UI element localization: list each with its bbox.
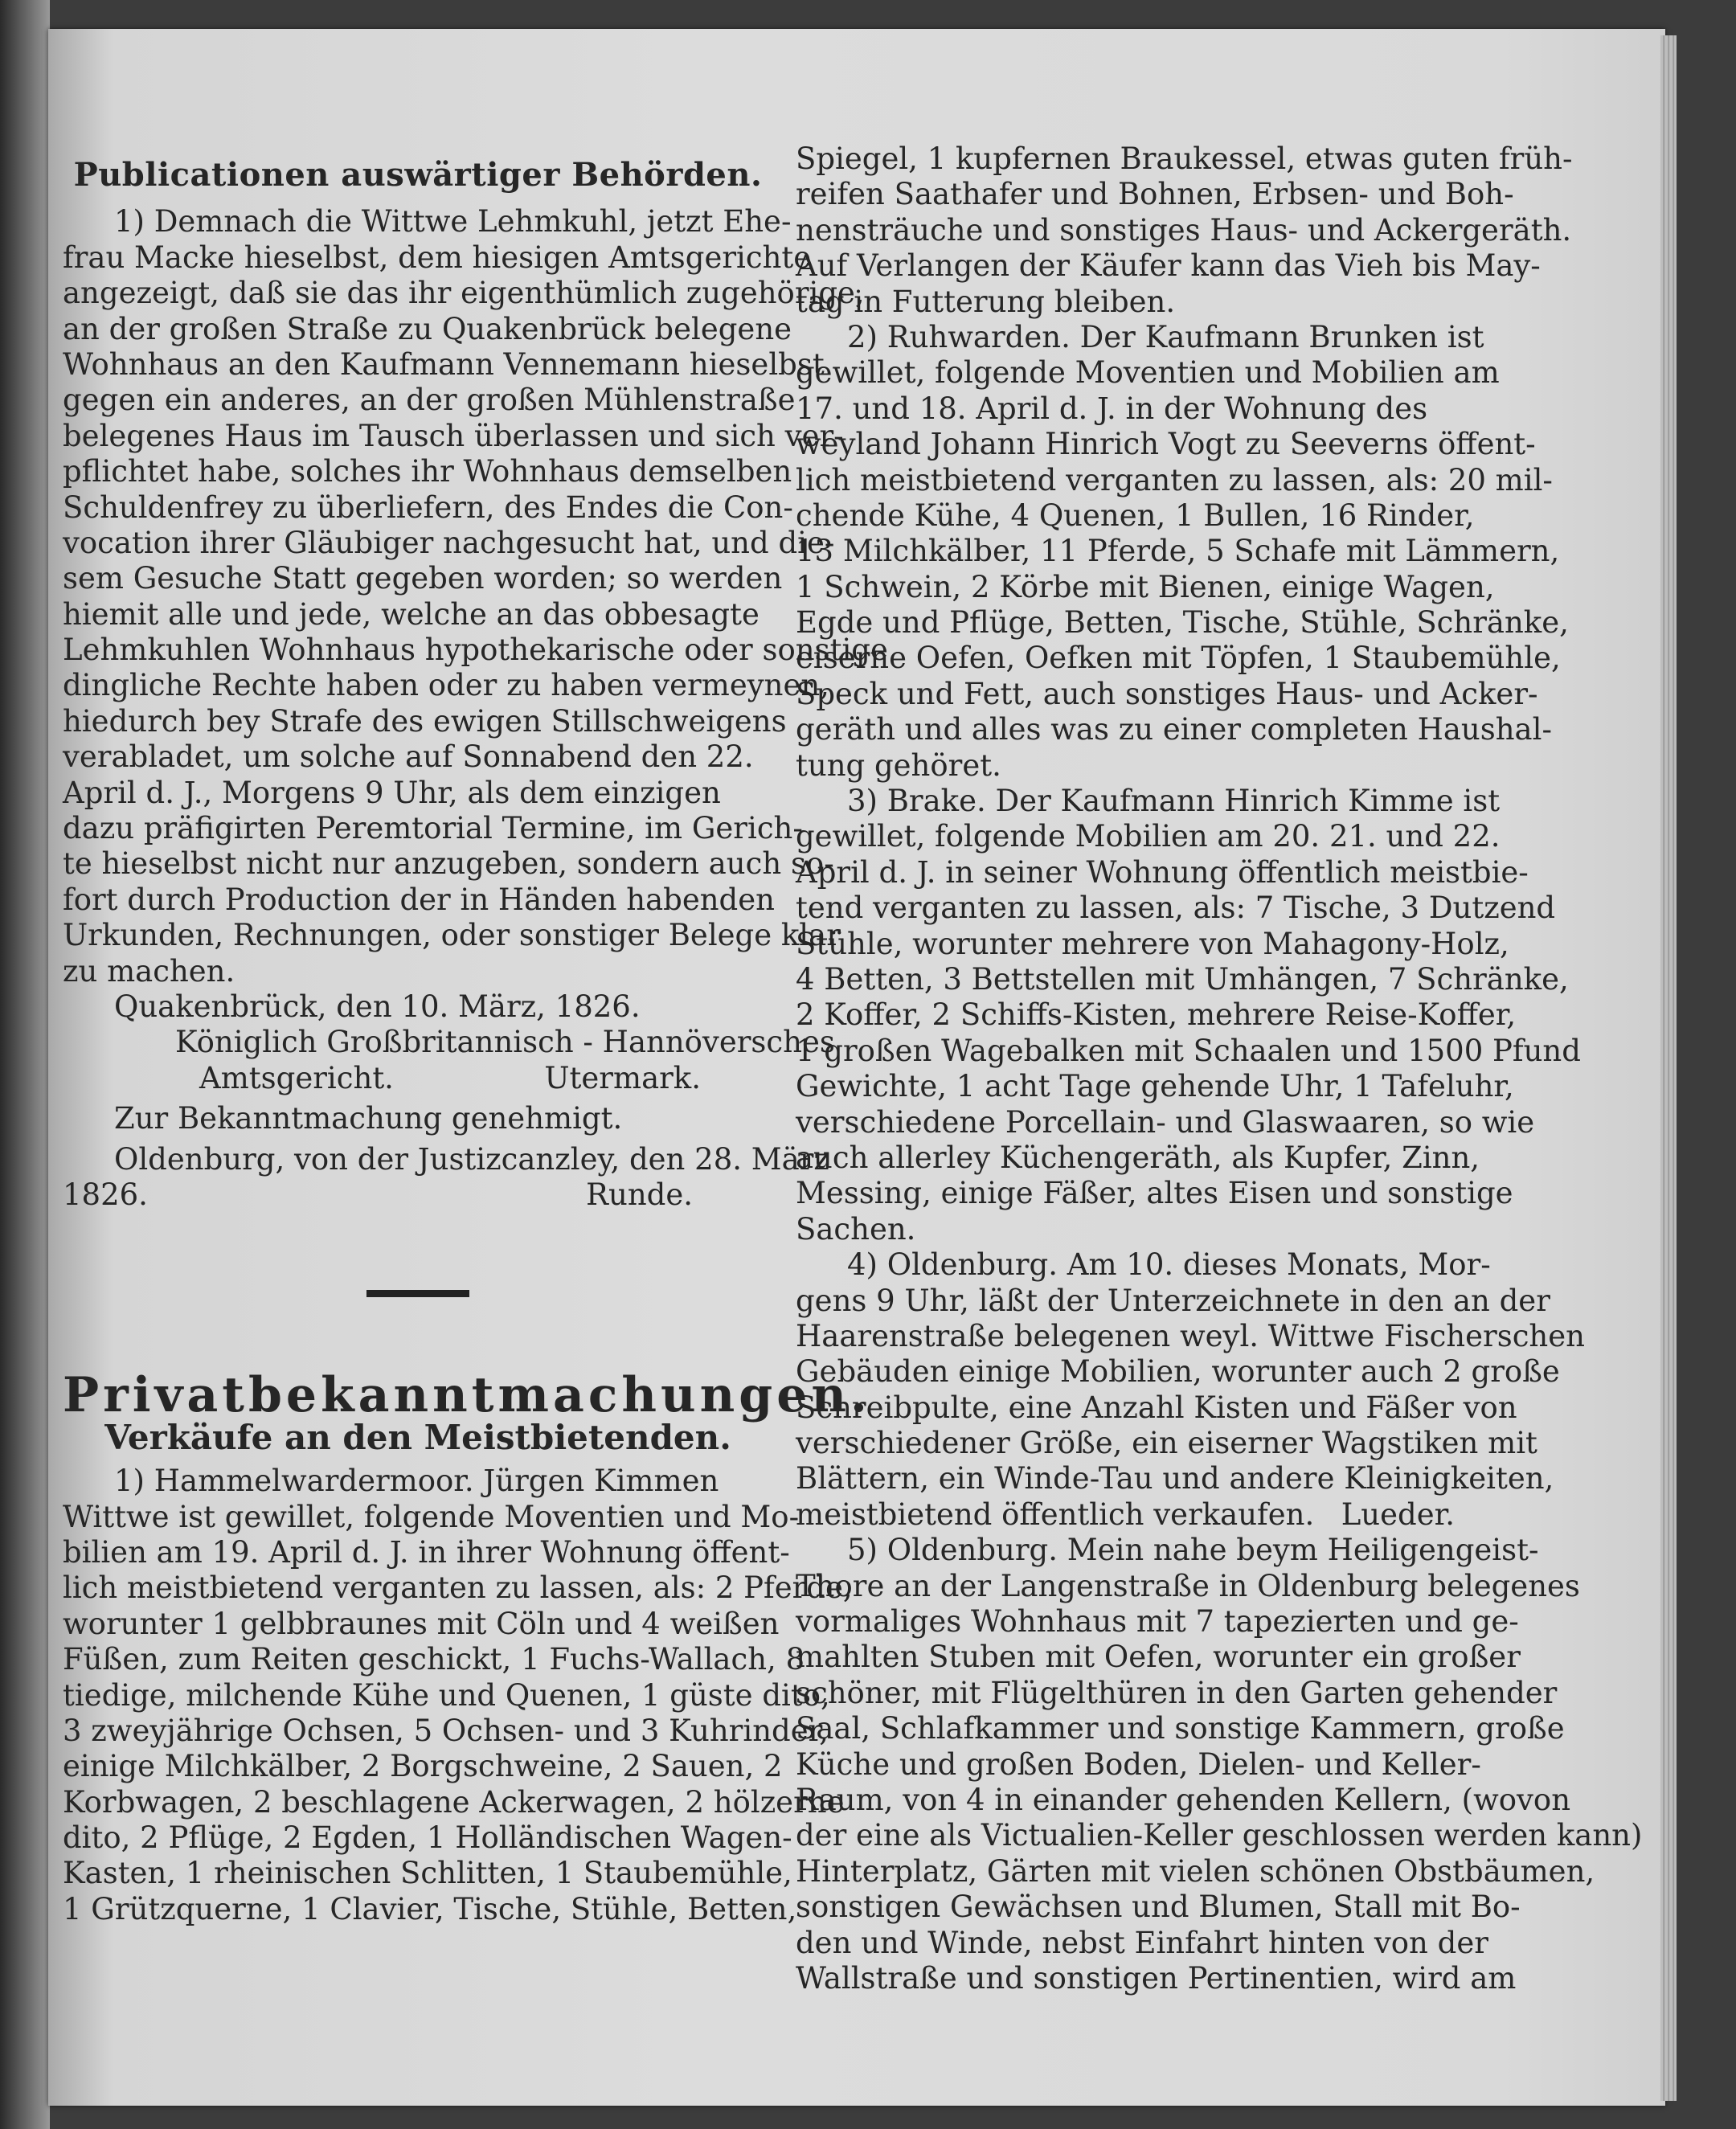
text-line: angezeigt, daß sie das ihr eigenthümlich zugehörige, xyxy=(63,276,865,311)
text-line: 2) Ruhwarden. Der Kaufmann Brunken ist xyxy=(847,319,1484,354)
text-line: dito, 2 Pflüge, 2 Egden, 1 Holländischen Wagen- xyxy=(63,1820,792,1856)
text-line: 1) Hammelwardermoor. Jürgen Kimmen xyxy=(114,1464,719,1499)
text-line: hiemit alle und jede, welche an das obbesagte xyxy=(63,596,760,632)
text-line: Kasten, 1 rheinischen Schlitten, 1 Staubemühle, xyxy=(63,1856,792,1891)
text-line: Saal, Schlafkammer und sonstige Kammern, große xyxy=(796,1711,1565,1746)
text-line: der eine als Victualien-Keller geschlossen werden kann) xyxy=(796,1818,1643,1853)
text-line: Gebäuden einige Mobilien, worunter auch 2 große xyxy=(796,1354,1560,1390)
text-line: 3) Brake. Der Kaufmann Hinrich Kimme ist xyxy=(847,784,1501,819)
text-line: 4) Oldenburg. Am 10. dieses Monats, Mor- xyxy=(847,1247,1491,1283)
approval-year: 1826. xyxy=(63,1177,148,1212)
text-line: Korbwagen, 2 beschlagene Ackerwagen, 2 hölzerne xyxy=(63,1784,845,1820)
text-line: Urkunden, Rechnungen, oder sonstiger Belege klar xyxy=(63,918,841,953)
text-line: Blättern, ein Winde-Tau und andere Kleinigkeiten, xyxy=(796,1461,1554,1496)
text-line: Spiegel, 1 kupfernen Braukessel, etwas guten früh- xyxy=(796,141,1573,176)
sales-heading: Verkäufe an den Meistbietenden. xyxy=(104,1417,731,1457)
text-line: an der großen Straße zu Quakenbrück belegene xyxy=(63,311,792,346)
text-line: hiedurch bey Strafe des ewigen Stillschweigens xyxy=(63,703,787,739)
text-line: verabladet, um solche auf Sonnabend den 22. xyxy=(63,739,754,775)
text-line: sem Gesuche Statt gegeben worden; so werden xyxy=(63,561,783,596)
text-line: April d. J. in seiner Wohnung öffentlich meistbie- xyxy=(796,854,1529,890)
text-line: nensträuche und sonstiges Haus- und Ackergeräth. xyxy=(796,212,1572,248)
sale2-text xyxy=(796,319,1569,784)
text-line: eiserne Oefen, Oefken mit Töpfen, 1 Staubemühle, xyxy=(796,641,1561,676)
text-line: gegen ein anderes, an der großen Mühlenstraße xyxy=(63,383,796,418)
text-line: Lehmkuhlen Wohnhaus hypothekarische oder sonstige xyxy=(63,633,888,668)
text-line: gens 9 Uhr, läßt der Unterzeichnete in den an der xyxy=(796,1283,1550,1318)
section-divider-rule xyxy=(366,1290,469,1297)
approval-year-row xyxy=(63,1177,773,1213)
text-line: den und Winde, nebst Einfahrt hinten von der xyxy=(796,1925,1488,1960)
text-line: Speck und Fett, auch sonstiges Haus- und Acker- xyxy=(796,676,1538,711)
approval-signer: Runde. xyxy=(586,1177,693,1212)
text-line: bilien am 19. April d. J. in ihrer Wohnung öffent- xyxy=(63,1534,790,1570)
text-line: Schuldenfrey zu überliefern, des Endes die Con- xyxy=(63,489,793,525)
private-announcements-heading: Privatbekanntmachungen. xyxy=(63,1367,871,1424)
text-line: tiedige, milchende Kühe und Quenen, 1 güste dito, xyxy=(63,1677,830,1713)
text-line: 4 Betten, 3 Bettstellen mit Umhängen, 7 Schränke, xyxy=(796,961,1569,997)
sale4-text xyxy=(796,1247,1585,1497)
text-line: Gewichte, 1 acht Tage gehende Uhr, 1 Tafeluhr, xyxy=(796,1069,1514,1104)
text-line: 13 Milchkälber, 11 Pferde, 5 Schafe mit Lämmern, xyxy=(796,534,1560,569)
sale4-signer: Lueder. xyxy=(1341,1496,1455,1532)
text-line: frau Macke hieselbst, dem hiesigen Amtsgerichte xyxy=(63,240,812,275)
text-line: fort durch Production der in Händen habenden xyxy=(63,882,775,917)
text-line: gewillet, folgende Moventien und Mobilien am xyxy=(796,355,1500,391)
text-line: tend verganten zu lassen, als: 7 Tische, 3 Dutzend xyxy=(796,890,1556,926)
text-line: dingliche Rechte haben oder zu haben vermeynen, xyxy=(63,668,829,703)
text-line: 1 Schwein, 2 Körbe mit Bienen, einige Wagen, xyxy=(796,569,1495,604)
text-line: auch allerley Küchengeräth, als Kupfer, Zinn, xyxy=(796,1140,1480,1175)
sale4-last-row xyxy=(796,1497,1503,1533)
book-binding-edge xyxy=(0,0,50,2129)
text-line: Wittwe ist gewillet, folgende Moventien und Mo- xyxy=(63,1499,800,1534)
text-line: belegenes Haus im Tausch überlassen und sich ver- xyxy=(63,418,844,453)
text-line: Hinterplatz, Gärten mit vielen schönen Obstbäumen, xyxy=(796,1853,1595,1889)
text-line: te hieselbst nicht nur anzugeben, sondern auch so- xyxy=(63,846,834,882)
text-line: 1 großen Wagebalken mit Schaalen und 1500 Pfund xyxy=(796,1033,1581,1068)
text-line: Raum, von 4 in einander gehenden Kellern, (wovon xyxy=(796,1782,1571,1817)
text-line: vocation ihrer Gläubiger nachgesucht hat, und die- xyxy=(63,525,835,560)
text-line: Egde und Pflüge, Betten, Tische, Stühle, Schränke, xyxy=(796,605,1569,641)
text-line: 3 zweyjährige Ochsen, 5 Ochsen- und 3 Kuhrinder, xyxy=(63,1713,829,1748)
text-line: Wohnhaus an den Kaufmann Vennemann hieselbst xyxy=(63,346,825,382)
text-line: sonstigen Gewächsen und Blumen, Stall mit Bo- xyxy=(796,1889,1521,1925)
text-line: 17. und 18. April d. J. in der Wohnung des xyxy=(796,391,1428,426)
text-line: 1 Grützquerne, 1 Clavier, Tische, Stühle, Betten, xyxy=(63,1891,797,1926)
notice1-text xyxy=(63,204,888,989)
sale4-last-line: meistbietend öffentlich verkaufen. xyxy=(796,1496,1315,1532)
sale1-continuation xyxy=(796,141,1573,320)
text-line: Wallstraße und sonstigen Pertinentien, wird am xyxy=(796,1960,1517,1996)
approval-text: Zur Bekanntmachung genehmigt. xyxy=(114,1101,623,1136)
text-line: 1) Demnach die Wittwe Lehmkuhl, jetzt Ehe- xyxy=(114,204,792,240)
notice1-court-row xyxy=(63,1061,773,1096)
notice1-date: Quakenbrück, den 10. März, 1826. xyxy=(114,989,641,1024)
text-line: Haarenstraße belegenen weyl. Wittwe Fischerschen xyxy=(796,1318,1585,1353)
text-line: tag in Futterung bleiben. xyxy=(796,284,1176,319)
text-line: tung gehöret. xyxy=(796,747,1001,783)
text-line: geräth und alles was zu einer completen Haushal- xyxy=(796,712,1552,747)
text-line: worunter 1 gelbbraunes mit Cöln und 4 weißen xyxy=(63,1606,780,1641)
sale5-text xyxy=(796,1533,1643,1996)
notice1-signer: Utermark. xyxy=(544,1060,701,1095)
text-line: gewillet, folgende Mobilien am 20. 21. und 22. xyxy=(796,819,1501,854)
text-line: reifen Saathafer und Bohnen, Erbsen- und Boh- xyxy=(796,177,1514,212)
approval-place-line: Oldenburg, von der Justizcanzley, den 28. März xyxy=(114,1141,829,1177)
text-line: chende Kühe, 4 Quenen, 1 Bullen, 16 Rinder, xyxy=(796,497,1475,533)
text-line: einige Milchkälber, 2 Borgschweine, 2 Sauen, 2 xyxy=(63,1749,783,1784)
text-line: 5) Oldenburg. Mein nahe beym Heiligengeist- xyxy=(847,1533,1539,1568)
notice1-authority: Königlich Großbritannisch - Hannöversches xyxy=(175,1025,835,1060)
text-line: Messing, einige Fäßer, altes Eisen und sonstige xyxy=(796,1176,1513,1211)
sale1-text xyxy=(63,1464,853,1927)
text-line: verschiedener Größe, ein eiserner Wagstiken mit xyxy=(796,1426,1537,1461)
sale3-text xyxy=(796,784,1581,1247)
text-line: lich meistbietend verganten zu lassen, als: 20 mil- xyxy=(796,462,1553,497)
page-stack-edge xyxy=(1660,35,1677,2101)
text-line: vormaliges Wohnhaus mit 7 tapezierten und ge- xyxy=(796,1604,1519,1640)
text-line: lich meistbietend verganten zu lassen, als: 2 Pferde, xyxy=(63,1570,853,1606)
text-line: Füßen, zum Reiten geschickt, 1 Fuchs-Wallach, 8 xyxy=(63,1642,805,1677)
text-line: Küche und großen Boden, Dielen- und Keller- xyxy=(796,1746,1481,1782)
publications-heading: Publicationen auswärtiger Behörden. xyxy=(73,156,763,194)
text-line: schöner, mit Flügelthüren in den Garten gehender xyxy=(796,1675,1558,1710)
text-line: mahlten Stuben mit Oefen, worunter ein großer xyxy=(796,1640,1521,1675)
text-line: Stühle, worunter mehrere von Mahagony-Holz, xyxy=(796,926,1509,961)
text-line: Auf Verlangen der Käufer kann das Vieh bis May- xyxy=(796,248,1541,284)
text-line: weyland Johann Hinrich Vogt zu Seeverns öffent- xyxy=(796,427,1536,462)
notice1-court: Amtsgericht. xyxy=(199,1060,394,1095)
right-column xyxy=(796,141,1643,1996)
text-line: 2 Koffer, 2 Schiffs-Kisten, mehrere Reise-Koffer, xyxy=(796,997,1517,1033)
text-line: April d. J., Morgens 9 Uhr, als dem einzigen xyxy=(63,775,721,810)
text-line: pflichtet habe, solches ihr Wohnhaus demselben xyxy=(63,454,792,489)
text-line: dazu präfigirten Peremtorial Termine, im Gerich- xyxy=(63,811,803,846)
text-line: Sachen. xyxy=(796,1211,916,1247)
text-line: Thore an der Langenstraße in Oldenburg belegenes xyxy=(796,1568,1580,1603)
text-line: Schreibpulte, eine Anzahl Kisten und Fäßer von xyxy=(796,1390,1517,1425)
text-line: zu machen. xyxy=(63,953,235,989)
text-line: verschiedene Porcellain- und Glaswaaren, so wie xyxy=(796,1104,1535,1140)
